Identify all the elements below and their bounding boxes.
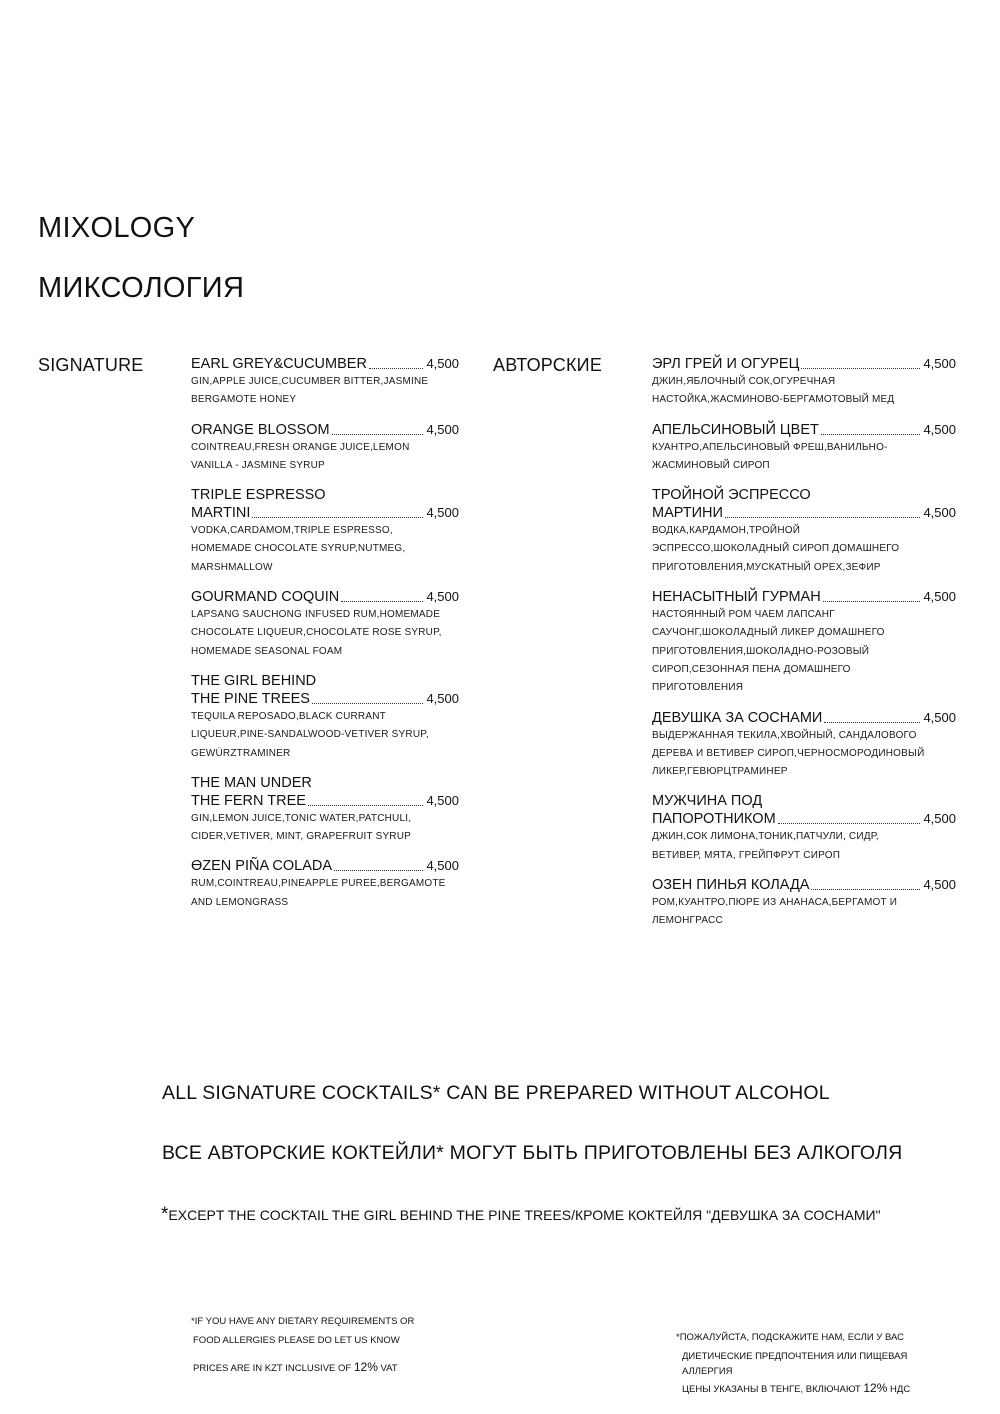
menu-item <box>652 355 956 410</box>
menu-item-description: НАСТОЙКА,ЖАСМИНОВО-БЕРГАМОТОВЫЙ МЕД <box>652 394 895 406</box>
dot-leader <box>312 703 423 704</box>
signature-menu-list <box>191 355 459 923</box>
menu-item-name-row <box>652 355 956 373</box>
authors-menu-list <box>652 355 956 942</box>
menu-item-price: 4,500 <box>923 811 956 827</box>
menu-item <box>191 857 459 912</box>
menu-item-price: 4,500 <box>923 421 956 437</box>
menu-item-name-row <box>652 588 956 606</box>
menu-item-name: ДЕВУШКА ЗА СОСНАМИ <box>652 709 823 726</box>
menu-item-description: ПРИГОТОВЛЕНИЯ,МУСКАТНЫЙ ОРЕХ,ЗЕФИР <box>652 561 881 573</box>
footer-en-line1: *IF YOU HAVE ANY DIETARY REQUIREMENTS OR <box>191 1316 415 1327</box>
footer-ru-prices-pct: 12% <box>863 1381 888 1395</box>
menu-item-description: ПРИГОТОВЛЕНИЯ <box>652 682 744 694</box>
menu-item <box>652 792 956 865</box>
signature-heading: SIGNATURE <box>38 355 144 375</box>
menu-item-description: VODKA,CARDAMOM,TRIPLE ESPRESSO, <box>191 525 393 537</box>
menu-item-description: COINTREAU,FRESH ORANGE JUICE,LEMON <box>191 441 410 453</box>
menu-item-name-row <box>191 857 459 875</box>
menu-item-description: TEQUILA REPOSADO,BLACK CURRANT <box>191 710 386 722</box>
menu-item-name: ЭРЛ ГРЕЙ И ОГУРЕЦ <box>652 356 800 372</box>
menu-item-name: ӨZEN PIÑA COLADA <box>191 858 333 875</box>
footer-en <box>191 1315 414 1375</box>
menu-item-name: THE PINE TREES <box>191 690 310 707</box>
no-alcohol-note-en: ALL SIGNATURE COCKTAILS* CAN BE PREPARED WITHOUT ALCOHOL <box>162 1082 830 1104</box>
menu-item-name: НЕНАСЫТНЫЙ ГУРМАН <box>652 589 821 606</box>
footer-ru-line1: *ПОЖАЛУЙСТА, ПОДСКАЖИТЕ НАМ, ЕСЛИ У ВАС <box>676 1332 904 1343</box>
menu-item-name: MARTINI <box>191 505 251 522</box>
menu-item <box>191 486 459 577</box>
dot-leader <box>369 368 424 369</box>
footer-en-prices <box>191 1361 414 1375</box>
menu-item-name-line1: THE MAN UNDER <box>191 774 312 791</box>
menu-item-price: 4,500 <box>923 877 956 893</box>
menu-item-name: EARL GREY&CUCUMBER <box>191 356 367 372</box>
dot-leader <box>823 601 921 602</box>
menu-item <box>652 588 956 697</box>
footer-ru-line3: АЛЛЕРГИЯ <box>682 1366 733 1377</box>
menu-item <box>191 355 459 410</box>
menu-item-description: ДЖИН,ЯБЛОЧНЫЙ СОК,ОГУРЕЧНАЯ <box>652 376 836 387</box>
menu-item-name-row <box>191 504 459 522</box>
menu-item <box>191 588 459 661</box>
menu-item-name: THE FERN TREE <box>191 792 306 809</box>
dot-leader <box>725 517 921 518</box>
page-title-en: MIXOLOGY <box>38 212 196 244</box>
menu-item-name: ОЗЕН ПИНЬЯ КОЛАДА <box>652 877 810 894</box>
menu-item-description: ПРИГОТОВЛЕНИЯ,ШОКОЛАДНО-РОЗОВЫЙ <box>652 645 870 657</box>
menu-item-name: ПАПОРОТНИКОМ <box>652 811 776 828</box>
no-alcohol-note-ru: ВСЕ АВТОРСКИЕ КОКТЕЙЛИ* МОГУТ БЫТЬ ПРИГОТОВЛЕНЫ БЕЗ АЛКОГОЛЯ <box>162 1142 903 1164</box>
menu-item-price: 4,500 <box>426 792 459 808</box>
dot-leader <box>821 434 921 435</box>
menu-item-price: 4,500 <box>426 589 459 605</box>
menu-item-name-row <box>191 690 459 708</box>
dot-leader <box>341 601 423 602</box>
menu-item-name-row <box>652 504 956 522</box>
menu-item-price: 4,500 <box>923 589 956 605</box>
dot-leader <box>778 823 921 824</box>
footer-en-prices-text: PRICES ARE IN KZT INCLUSIVE OF <box>193 1363 352 1374</box>
footer-ru-prices-text: ЦЕНЫ УКАЗАНЫ В ТЕНГЕ, ВКЛЮЧАЮТ <box>682 1384 861 1395</box>
menu-item-name: АПЕЛЬСИНОВЫЙ ЦВЕТ <box>652 421 819 438</box>
menu-item-description: РОМ,КУАНТРО,ПЮРЕ ИЗ АНАНАСА,БЕРГАМОТ И <box>652 897 898 909</box>
menu-item-price: 4,500 <box>923 709 956 725</box>
menu-item-description: ВОДКА,КАРДАМОН,ТРОЙНОЙ <box>652 525 801 537</box>
footer-en-line2: FOOD ALLERGIES PLEASE DO LET US KNOW <box>193 1335 400 1346</box>
menu-item-name-row <box>191 355 459 373</box>
menu-item-description: ДЕРЕВА И ВЕТИВЕР СИРОП,ЧЕРНОСМОРОДИНОВЫЙ <box>652 747 925 759</box>
menu-item <box>652 876 956 931</box>
dot-leader <box>801 368 920 369</box>
dot-leader <box>824 722 920 723</box>
footer-ru-line2: ДИЕТИЧЕСКИЕ ПРЕДПОЧТЕНИЯ ИЛИ ПИЩЕВАЯ <box>682 1351 908 1362</box>
menu-item-description: СИРОП,СЕЗОННАЯ ПЕНА ДОМАШНЕГО <box>652 663 851 675</box>
menu-item-description: ЭСПРЕССО,ШОКОЛАДНЫЙ СИРОП ДОМАШНЕГО <box>652 543 900 555</box>
footer-ru-prices-vat: НДС <box>890 1384 911 1395</box>
menu-item-name: МАРТИНИ <box>652 505 723 522</box>
menu-item <box>652 421 956 476</box>
menu-item <box>652 486 956 577</box>
menu-item-name-line1: МУЖЧИНА ПОД <box>652 793 763 810</box>
exception-asterisk: * <box>161 1204 169 1225</box>
menu-item-description: CHOCOLATE LIQUEUR,CHOCOLATE ROSE SYRUP, <box>191 627 442 639</box>
menu-item-price: 4,500 <box>426 505 459 521</box>
menu-item-name-row <box>191 588 459 606</box>
menu-item-name-line1: TRIPLE ESPRESSO <box>191 487 326 504</box>
menu-item-description: HOMEMADE SEASONAL FOAM <box>191 645 343 657</box>
dot-leader <box>252 517 423 518</box>
menu-item-price: 4,500 <box>923 356 956 371</box>
footer-en-prices-vat: VAT <box>380 1363 398 1374</box>
menu-item-name-row <box>652 421 956 439</box>
menu-item-name: ORANGE BLOSSOM <box>191 421 330 438</box>
menu-item-description: HOMEMADE CHOCOLATE SYRUP,NUTMEG, <box>191 543 406 555</box>
exception-note <box>161 1204 881 1226</box>
menu-item-price: 4,500 <box>426 421 459 437</box>
dot-leader <box>811 889 920 890</box>
menu-item-description: GIN,APPLE JUICE,CUCUMBER BITTER,JASMINE <box>191 376 429 387</box>
menu-item-name-row <box>652 810 956 828</box>
menu-item-description: САУЧОНГ,ШОКОЛАДНЫЙ ЛИКЕР ДОМАШНЕГО <box>652 627 885 639</box>
menu-item-description: ВЫДЕРЖАННАЯ ТЕКИЛА,ХВОЙНЫЙ, САНДАЛОВОГО <box>652 729 917 741</box>
menu-item-description: ЛЕМОНГРАСС <box>652 915 723 927</box>
menu-item-description: AND LEMONGRASS <box>191 896 289 908</box>
menu-item-description: ВЕТИВЕР, МЯТА, ГРЕЙПФРУТ СИРОП <box>652 849 841 861</box>
menu-item-name-row <box>191 792 459 810</box>
menu-item-name-row <box>652 709 956 727</box>
menu-item-price: 4,500 <box>923 505 956 521</box>
menu-item-price: 4,500 <box>426 858 459 874</box>
menu-item-description: ЛИКЕР,ГЕВЮРЦТРАМИНЕР <box>652 766 788 778</box>
dot-leader <box>308 805 424 806</box>
menu-item-description: RUM,COINTREAU,PINEAPPLE PUREE,BERGAMOTE <box>191 878 446 890</box>
menu-item-description: GEWÜRZTRAMINER <box>191 747 291 759</box>
exception-text: EXCEPT THE COCKTAIL THE GIRL BEHIND THE PINE TREES/КРОМЕ КОКТЕЙЛЯ "ДЕВУШКА ЗА СОСНАМИ" <box>168 1207 881 1223</box>
footer-ru <box>676 1331 910 1396</box>
menu-item-description: ДЖИН,СОК ЛИМОНА,ТОНИК,ПАТЧУЛИ, СИДР, <box>652 831 879 843</box>
menu-item-price: 4,500 <box>426 690 459 706</box>
footer-ru-prices <box>676 1382 910 1396</box>
menu-item-description: LAPSANG SAUCHONG INFUSED RUM,HOMEMADE <box>191 609 441 621</box>
menu-item <box>652 709 956 782</box>
menu-item-description: GIN,LEMON JUICE,TONIC WATER,PATCHULI, <box>191 812 412 824</box>
menu-item <box>191 672 459 763</box>
menu-item-name-line1: ТРОЙНОЙ ЭСПРЕССО <box>652 487 811 504</box>
menu-item <box>191 774 459 847</box>
menu-item-price: 4,500 <box>426 356 459 371</box>
page-title-ru: МИКСОЛОГИЯ <box>38 272 245 304</box>
menu-item-name-row <box>191 421 459 439</box>
dot-leader <box>334 870 423 871</box>
menu-item-name-line1: THE GIRL BEHIND <box>191 672 317 689</box>
menu-item-description: КУАНТРО,АПЕЛЬСИНОВЫЙ ФРЕШ,ВАНИЛЬНО- <box>652 441 888 453</box>
menu-item <box>191 421 459 476</box>
menu-item-description: MARSHMALLOW <box>191 561 273 573</box>
footer-en-prices-pct: 12% <box>353 1360 378 1374</box>
menu-item-description: VANILLA - JASMINE SYRUP <box>191 459 325 471</box>
menu-item-description: CIDER,VETIVER, MINT, GRAPEFRUIT SYRUP <box>191 831 412 843</box>
menu-item-name-row <box>652 876 956 894</box>
authors-heading: АВТОРСКИЕ <box>493 355 603 375</box>
menu-item-description: LIQUEUR,PINE-SANDALWOOD-VETIVER SYRUP, <box>191 729 429 741</box>
menu-item-name: GOURMAND COQUIN <box>191 589 340 606</box>
menu-item-description: ЖАСМИНОВЫЙ СИРОП <box>652 459 770 471</box>
menu-item-description: BERGAMOTE HONEY <box>191 394 297 406</box>
menu-item-description: НАСТОЯННЫЙ РОМ ЧАЕМ ЛАПСАНГ <box>652 609 835 621</box>
dot-leader <box>332 434 424 435</box>
